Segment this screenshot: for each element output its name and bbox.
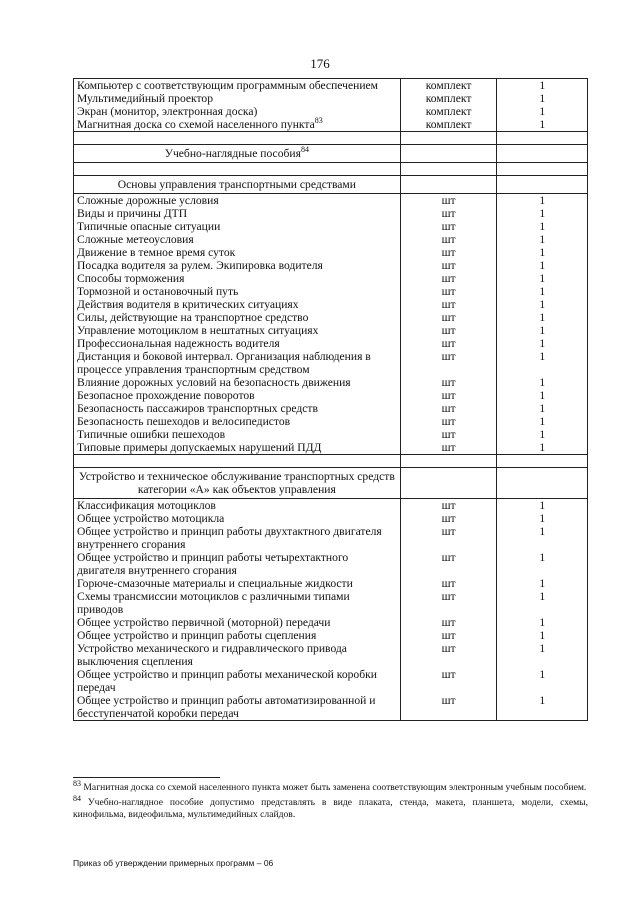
table-row (74, 629, 588, 642)
unit-cell: шт (400, 311, 497, 324)
item-name (74, 105, 401, 118)
qty-cell (497, 176, 588, 194)
qty-cell: 1 (497, 324, 588, 337)
item-name (74, 590, 401, 616)
footnote-number: 84 (73, 793, 81, 803)
item-name-text: Посадка водителя за рулем. Экипировка водителя (77, 259, 323, 272)
item-name (74, 668, 401, 694)
table-row (74, 376, 588, 389)
unit-cell: шт (400, 207, 497, 220)
item-name-text: Горюче-смазочные материалы и специальные жидкости (77, 577, 353, 590)
item-name-text: Сложные дорожные условия (77, 194, 219, 207)
item-name-text: Виды и причины ДТП (77, 207, 188, 220)
unit-cell: шт (400, 499, 497, 513)
qty-cell (497, 468, 588, 499)
item-name (74, 389, 401, 402)
item-name (74, 428, 401, 441)
unit-cell: шт (400, 350, 497, 376)
qty-cell: 1 (497, 259, 588, 272)
item-name (74, 285, 401, 298)
item-name-text: Безопасное прохождение поворотов (77, 389, 255, 402)
footnote-text: Магнитная доска со схемой населенного пункта может быть заменена соответствующим электронным учебным пособием. (83, 782, 587, 793)
table-row (74, 389, 588, 402)
footnote-divider (73, 777, 220, 778)
item-name-text: Классификация мотоциклов (77, 499, 216, 512)
footnote-ref: 83 (314, 116, 323, 126)
item-name-text: Общее устройство и принцип работы четырехтактного двигателя внутреннего сгорания (77, 551, 349, 577)
item-name (74, 577, 401, 590)
qty-cell: 1 (497, 525, 588, 551)
item-name (74, 259, 401, 272)
unit-cell: шт (400, 376, 497, 389)
unit-cell: шт (400, 525, 497, 551)
item-name (74, 220, 401, 233)
item-name (74, 499, 401, 513)
unit-cell: шт (400, 233, 497, 246)
qty-cell (497, 145, 588, 163)
qty-cell: 1 (497, 428, 588, 441)
document-footer: Приказ об утверждении примерных программ – 06 (73, 858, 274, 868)
qty-cell: 1 (497, 118, 588, 132)
section-heading-text: Основы управления транспортными средствами (74, 176, 401, 194)
page-number: 176 (310, 56, 330, 71)
equipment-table (73, 78, 588, 721)
table-row (74, 441, 588, 455)
item-name (74, 376, 401, 389)
table-row (74, 499, 588, 513)
footnotes (73, 778, 588, 824)
table-row (74, 207, 588, 220)
table-row (74, 428, 588, 441)
table-row (74, 79, 588, 93)
table-spacer-row (74, 163, 588, 176)
qty-cell: 1 (497, 79, 588, 93)
item-name (74, 79, 401, 93)
item-name-text: Тормозной и остановочный путь (77, 285, 239, 298)
unit-cell: шт (400, 441, 497, 455)
qty-cell: 1 (497, 92, 588, 105)
item-name (74, 92, 401, 105)
table-row (74, 525, 588, 551)
table-section-heading (74, 145, 588, 163)
qty-cell: 1 (497, 590, 588, 616)
unit-cell: шт (400, 642, 497, 668)
qty-cell: 1 (497, 415, 588, 428)
unit-cell: шт (400, 285, 497, 298)
qty-cell: 1 (497, 577, 588, 590)
table-row (74, 259, 588, 272)
item-name-text: Общее устройство и принцип работы сцепления (77, 629, 317, 642)
table-row (74, 324, 588, 337)
section-heading-text (74, 145, 401, 163)
item-name-text: Общее устройство и принцип работы автоматизированной и бесступенчатой коробки передач (77, 694, 376, 720)
unit-cell (400, 145, 497, 163)
item-name-text: Магнитная доска со схемой населенного пункта (77, 118, 315, 131)
item-name-text: Устройство механического и гидравлического привода выключения сцепления (77, 642, 347, 668)
table-row (74, 118, 588, 132)
table-spacer-row (74, 455, 588, 468)
qty-cell: 1 (497, 298, 588, 311)
table-row (74, 337, 588, 350)
unit-cell: шт (400, 415, 497, 428)
item-name (74, 525, 401, 551)
item-name-text: Типичные опасные ситуации (77, 220, 221, 233)
item-name (74, 324, 401, 337)
qty-cell: 1 (497, 246, 588, 259)
table-row (74, 285, 588, 298)
qty-cell: 1 (497, 194, 588, 208)
item-name (74, 118, 401, 132)
table-row (74, 92, 588, 105)
item-name (74, 551, 401, 577)
unit-cell: комплект (400, 105, 497, 118)
unit-cell: шт (400, 194, 497, 208)
unit-cell: шт (400, 259, 497, 272)
qty-cell: 1 (497, 499, 588, 513)
item-name-text: Дистанция и боковой интервал. Организация наблюдения в процессе управления транспортным средством (77, 350, 371, 376)
item-name-text: Действия водителя в критических ситуациях (77, 298, 299, 311)
footnote-text: Учебно-наглядное пособие допустимо представлять в виде плаката, стенда, макета, планшета, модели, схемы, кинофильма, видеофильма, мультимедийных слайдов. (73, 797, 588, 820)
item-name-text: Способы торможения (77, 272, 185, 285)
unit-cell (400, 176, 497, 194)
item-name-text: Экран (монитор, электронная доска) (77, 105, 258, 118)
table-row (74, 616, 588, 629)
footnote (73, 793, 588, 821)
unit-cell: шт (400, 246, 497, 259)
item-name (74, 642, 401, 668)
equipment-table-body (74, 79, 588, 721)
item-name (74, 194, 401, 208)
item-name-text: Безопасность пешеходов и велосипедистов (77, 415, 291, 428)
qty-cell: 1 (497, 668, 588, 694)
item-name-text: Силы, действующие на транспортное средство (77, 311, 309, 324)
table-row (74, 220, 588, 233)
item-name-text: Безопасность пассажиров транспортных средств (77, 402, 318, 415)
item-name-text: Сложные метеоусловия (77, 233, 194, 246)
qty-cell: 1 (497, 616, 588, 629)
item-name-text: Типовые примеры допускаемых нарушений ПДД (77, 441, 322, 454)
footnote-number: 83 (73, 778, 81, 788)
item-name (74, 311, 401, 324)
qty-cell: 1 (497, 441, 588, 455)
qty-cell: 1 (497, 694, 588, 721)
item-name-text: Движение в темное время суток (77, 246, 236, 259)
qty-cell: 1 (497, 220, 588, 233)
item-name (74, 207, 401, 220)
unit-cell: шт (400, 590, 497, 616)
unit-cell: шт (400, 402, 497, 415)
unit-cell: шт (400, 577, 497, 590)
table-row (74, 272, 588, 285)
item-name (74, 441, 401, 455)
qty-cell: 1 (497, 642, 588, 668)
item-name (74, 402, 401, 415)
table-row (74, 194, 588, 208)
unit-cell: комплект (400, 118, 497, 132)
qty-cell: 1 (497, 311, 588, 324)
unit-cell: шт (400, 428, 497, 441)
unit-cell: комплект (400, 79, 497, 93)
unit-cell: шт (400, 551, 497, 577)
unit-cell: шт (400, 616, 497, 629)
table-row (74, 512, 588, 525)
unit-cell: шт (400, 220, 497, 233)
section-heading-label: Учебно-наглядные пособия (164, 147, 301, 160)
item-name (74, 298, 401, 311)
table-row (74, 694, 588, 721)
unit-cell: комплект (400, 92, 497, 105)
table-row (74, 402, 588, 415)
item-name (74, 629, 401, 642)
item-name (74, 337, 401, 350)
item-name-text: Компьютер с соответствующим программным обеспечением (77, 79, 379, 92)
table-row (74, 350, 588, 376)
table-row (74, 577, 588, 590)
item-name (74, 272, 401, 285)
item-name-text: Общее устройство мотоцикла (77, 512, 225, 525)
unit-cell: шт (400, 668, 497, 694)
table-row (74, 246, 588, 259)
table-row (74, 590, 588, 616)
qty-cell: 1 (497, 105, 588, 118)
table-section-heading (74, 176, 588, 194)
qty-cell: 1 (497, 285, 588, 298)
table-row (74, 642, 588, 668)
footnote-ref: 84 (300, 145, 309, 155)
qty-cell: 1 (497, 233, 588, 246)
unit-cell: шт (400, 324, 497, 337)
item-name-text: Профессиональная надежность водителя (77, 337, 280, 350)
unit-cell: шт (400, 272, 497, 285)
qty-cell: 1 (497, 629, 588, 642)
item-name-text: Влияние дорожных условий на безопасность движения (77, 376, 351, 389)
unit-cell: шт (400, 629, 497, 642)
table-row (74, 668, 588, 694)
qty-cell: 1 (497, 512, 588, 525)
item-name (74, 512, 401, 525)
unit-cell: шт (400, 694, 497, 721)
qty-cell: 1 (497, 337, 588, 350)
item-name-text: Управление мотоциклом в нештатных ситуациях (77, 324, 319, 337)
table-row (74, 298, 588, 311)
item-name (74, 694, 401, 721)
table-row (74, 311, 588, 324)
item-name (74, 233, 401, 246)
section-heading-text: Устройство и техническое обслуживание транспортных средств категории «А» как объектов управления (74, 468, 401, 499)
item-name-text: Общее устройство и принцип работы механической коробки передач (77, 668, 377, 694)
table-row (74, 551, 588, 577)
qty-cell: 1 (497, 207, 588, 220)
table-row (74, 415, 588, 428)
unit-cell: шт (400, 337, 497, 350)
table-spacer-row (74, 132, 588, 145)
item-name (74, 246, 401, 259)
item-name-text: Схемы трансмиссии мотоциклов с различными типами приводов (77, 590, 350, 616)
item-name (74, 616, 401, 629)
qty-cell: 1 (497, 350, 588, 376)
unit-cell: шт (400, 298, 497, 311)
qty-cell: 1 (497, 402, 588, 415)
item-name-text: Общее устройство первичной (моторной) передачи (77, 616, 331, 629)
item-name-text: Типичные ошибки пешеходов (77, 428, 226, 441)
unit-cell: шт (400, 512, 497, 525)
table-row (74, 105, 588, 118)
qty-cell: 1 (497, 376, 588, 389)
table-row (74, 233, 588, 246)
item-name-text: Мультимедийный проектор (77, 92, 214, 105)
unit-cell: шт (400, 389, 497, 402)
item-name-text: Общее устройство и принцип работы двухтактного двигателя внутреннего сгорания (77, 525, 382, 551)
unit-cell (400, 468, 497, 499)
qty-cell: 1 (497, 272, 588, 285)
qty-cell: 1 (497, 551, 588, 577)
footnote (73, 778, 588, 794)
item-name (74, 415, 401, 428)
qty-cell: 1 (497, 389, 588, 402)
table-section-heading (74, 468, 588, 499)
item-name (74, 350, 401, 376)
